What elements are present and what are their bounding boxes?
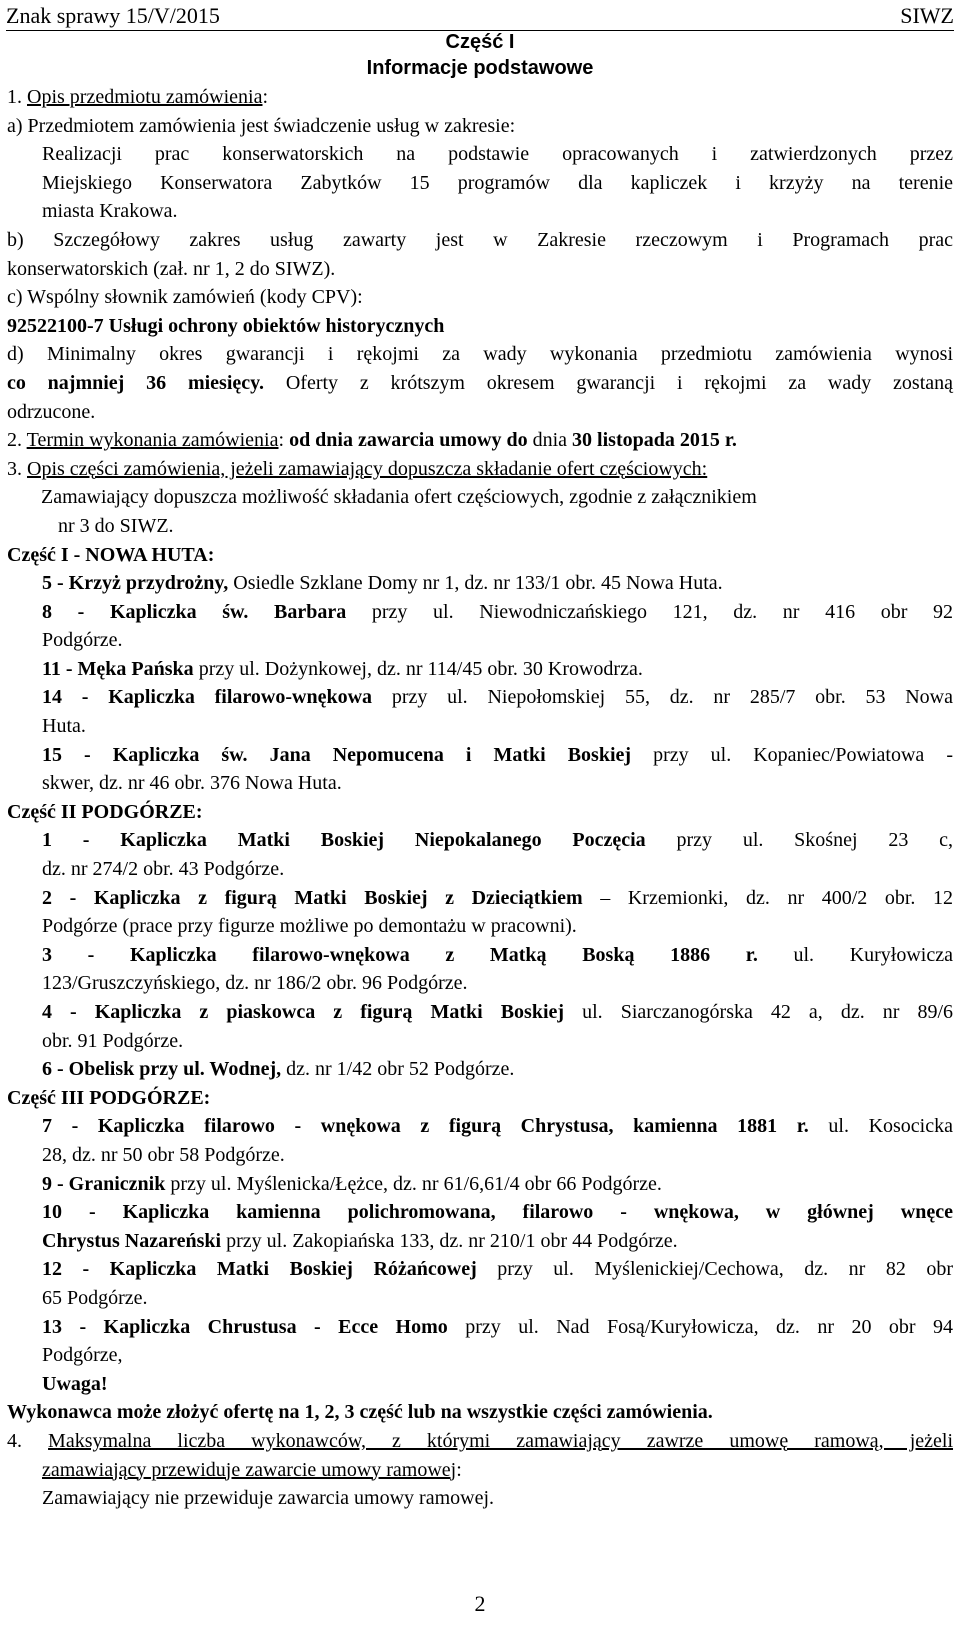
section-1d-cont: odrzucone. bbox=[7, 400, 96, 423]
list-item: 10 - Kapliczka kamienna polichromowana, filarowo - wnękowa, w głównej wnęce bbox=[42, 1201, 953, 1224]
list-item-cont: 123/Gruszczyńskiego, dz. nr 186/2 obr. 96 Podgórze. bbox=[42, 972, 468, 995]
list-item-cont: 65 Podgórze. bbox=[42, 1286, 148, 1309]
list-item: 7 - Kapliczka filarowo - wnękowa z figurą Chrystusa, kamienna 1881 r. ul. Kosocicka bbox=[42, 1115, 953, 1138]
cpv-code: 92522100-7 Usługi ochrony obiektów historycznych bbox=[7, 314, 445, 337]
page-header bbox=[6, 0, 954, 31]
list-item: 4 - Kapliczka z piaskowca z figurą Matki Boskiej ul. Siarczanogórska 42 a, dz. nr 89/6 bbox=[42, 1001, 954, 1023]
list-item-cont: Podgórze. bbox=[42, 629, 123, 652]
note-label: Uwaga! bbox=[42, 1372, 108, 1395]
list-item-cont: Huta. bbox=[42, 715, 86, 738]
part-title: Część I bbox=[445, 31, 515, 53]
list-item-cont: obr. 91 Podgórze. bbox=[42, 1029, 184, 1052]
part-2-heading: Część II PODGÓRZE: bbox=[7, 800, 203, 823]
section-3-heading: 3. Opis części zamówienia, jeżeli zamawiający dopuszcza składanie ofert częściowych: bbox=[7, 457, 708, 480]
section-3-text: nr 3 do SIWZ. bbox=[58, 514, 174, 537]
section-3-text: Zamawiający dopuszcza możliwość składania ofert częściowych, zgodnie z załącznikiem bbox=[41, 486, 757, 509]
section-4-heading: 4. Maksymalna liczba wykonawców, z którymi zamawiający zawrze umowę ramową, jeżeli bbox=[7, 1429, 954, 1452]
section-1a-line: Miejskiego Konserwatora Zabytków 15 programów dla kapliczek i krzyży na terenie bbox=[42, 171, 953, 194]
section-1-heading: 1. Opis przedmiotu zamówienia: bbox=[7, 86, 269, 108]
list-item-cont: Podgórze (prace przy figurze możliwe po demontażu w pracowni). bbox=[42, 915, 577, 938]
list-item-cont: dz. nr 274/2 obr. 43 Podgórze. bbox=[42, 858, 285, 881]
section-4-heading-cont: zamawiający przewiduje zawarcie umowy ramowej: bbox=[42, 1458, 462, 1481]
document-type: SIWZ bbox=[900, 3, 954, 28]
part-3-heading: Część III PODGÓRZE: bbox=[7, 1086, 211, 1109]
list-item: 2 - Kapliczka z figurą Matki Boskiej z Dzieciątkiem – Krzemionki, dz. nr 400/2 obr. 12 bbox=[42, 886, 953, 909]
list-item: 6 - Obelisk przy ul. Wodnej, dz. nr 1/42 obr 52 Podgórze. bbox=[42, 1058, 515, 1081]
list-item-cont: Podgórze, bbox=[42, 1344, 123, 1367]
section-1a-line: miasta Krakowa. bbox=[42, 200, 178, 223]
list-item: 9 - Granicznik przy ul. Myślenicka/Łężce, dz. nr 61/6,61/4 obr 66 Podgórze. bbox=[42, 1172, 662, 1195]
page-number: 2 bbox=[474, 1591, 486, 1616]
section-1c: c) Wspólny słownik zamówień (kody CPV): bbox=[7, 286, 363, 309]
section-1d-cont: co najmniej 36 miesięcy. Oferty z krótszym okresem gwarancji i rękojmi za wady zostaną bbox=[7, 371, 954, 394]
list-item: 3 - Kapliczka filarowo-wnękowa z Matką Boską 1886 r. ul. Kuryłowicza bbox=[42, 943, 953, 966]
section-1d: d) Minimalny okres gwarancji i rękojmi za wady wykonania przedmiotu zamówienia wynosi bbox=[7, 343, 953, 366]
section-1b-cont: konserwatorskich (zał. nr 1, 2 do SIWZ). bbox=[7, 257, 336, 280]
list-item: 14 - Kapliczka filarowo-wnękowa przy ul. Niepołomskiej 55, dz. nr 285/7 obr. 53 Nowa bbox=[42, 686, 953, 709]
list-item: 12 - Kapliczka Matki Boskiej Różańcowej przy ul. Myślenickiej/Cechowa, dz. nr 82 obr bbox=[42, 1258, 954, 1281]
list-item: 1 - Kapliczka Matki Boskiej Niepokalanego Poczęcia przy ul. Skośnej 23 c, bbox=[42, 829, 953, 852]
section-1a-line: Realizacji prac konserwatorskich na podstawie opracowanych i zatwierdzonych przez bbox=[42, 143, 953, 166]
section-4-answer: Zamawiający nie przewiduje zawarcia umowy ramowej. bbox=[42, 1487, 495, 1510]
part-1-heading: Część I - NOWA HUTA: bbox=[7, 543, 215, 566]
list-item: 11 - Męka Pańska przy ul. Dożynkowej, dz. nr 114/45 obr. 30 Krowodrza. bbox=[42, 657, 643, 680]
section-1a: a) Przedmiotem zamówienia jest świadczenie usług w zakresie: bbox=[7, 114, 516, 137]
list-item: 8 - Kapliczka św. Barbara przy ul. Niewodniczańskiego 121, dz. nr 416 obr 92 bbox=[42, 600, 954, 623]
list-item: 13 - Kapliczka Chrustusa - Ecce Homo przy ul. Nad Fosą/Kuryłowicza, dz. nr 20 obr 94 bbox=[42, 1315, 954, 1338]
list-item: 5 - Krzyż przydrożny, Osiedle Szklane Domy nr 1, dz. nr 133/1 obr. 45 Nowa Huta. bbox=[42, 572, 723, 595]
list-item-cont: 28, dz. nr 50 obr 58 Podgórze. bbox=[42, 1143, 285, 1166]
list-item-cont: Chrystus Nazareński przy ul. Zakopiańska 133, dz. nr 210/1 obr 44 Podgórze. bbox=[42, 1229, 678, 1252]
part-subtitle: Informacje podstawowe bbox=[366, 57, 594, 79]
document-body bbox=[7, 83, 953, 1513]
list-item-cont: skwer, dz. nr 46 obr. 376 Nowa Huta. bbox=[42, 772, 342, 795]
final-statement: Wykonawca może złożyć ofertę na 1, 2, 3 część lub na wszystkie części zamówienia. bbox=[7, 1401, 713, 1424]
case-number: Znak sprawy 15/V/2015 bbox=[6, 3, 220, 28]
list-item: 15 - Kapliczka św. Jana Nepomucena i Matki Boskiej przy ul. Kopaniec/Powiatowa - bbox=[42, 743, 953, 766]
section-1b: b) Szczegółowy zakres usług zawarty jest w Zakresie rzeczowym i Programach prac bbox=[7, 228, 953, 251]
section-2: 2. Termin wykonania zamówienia: od dnia zawarcia umowy do dnia 30 listopada 2015 r. bbox=[7, 429, 737, 452]
